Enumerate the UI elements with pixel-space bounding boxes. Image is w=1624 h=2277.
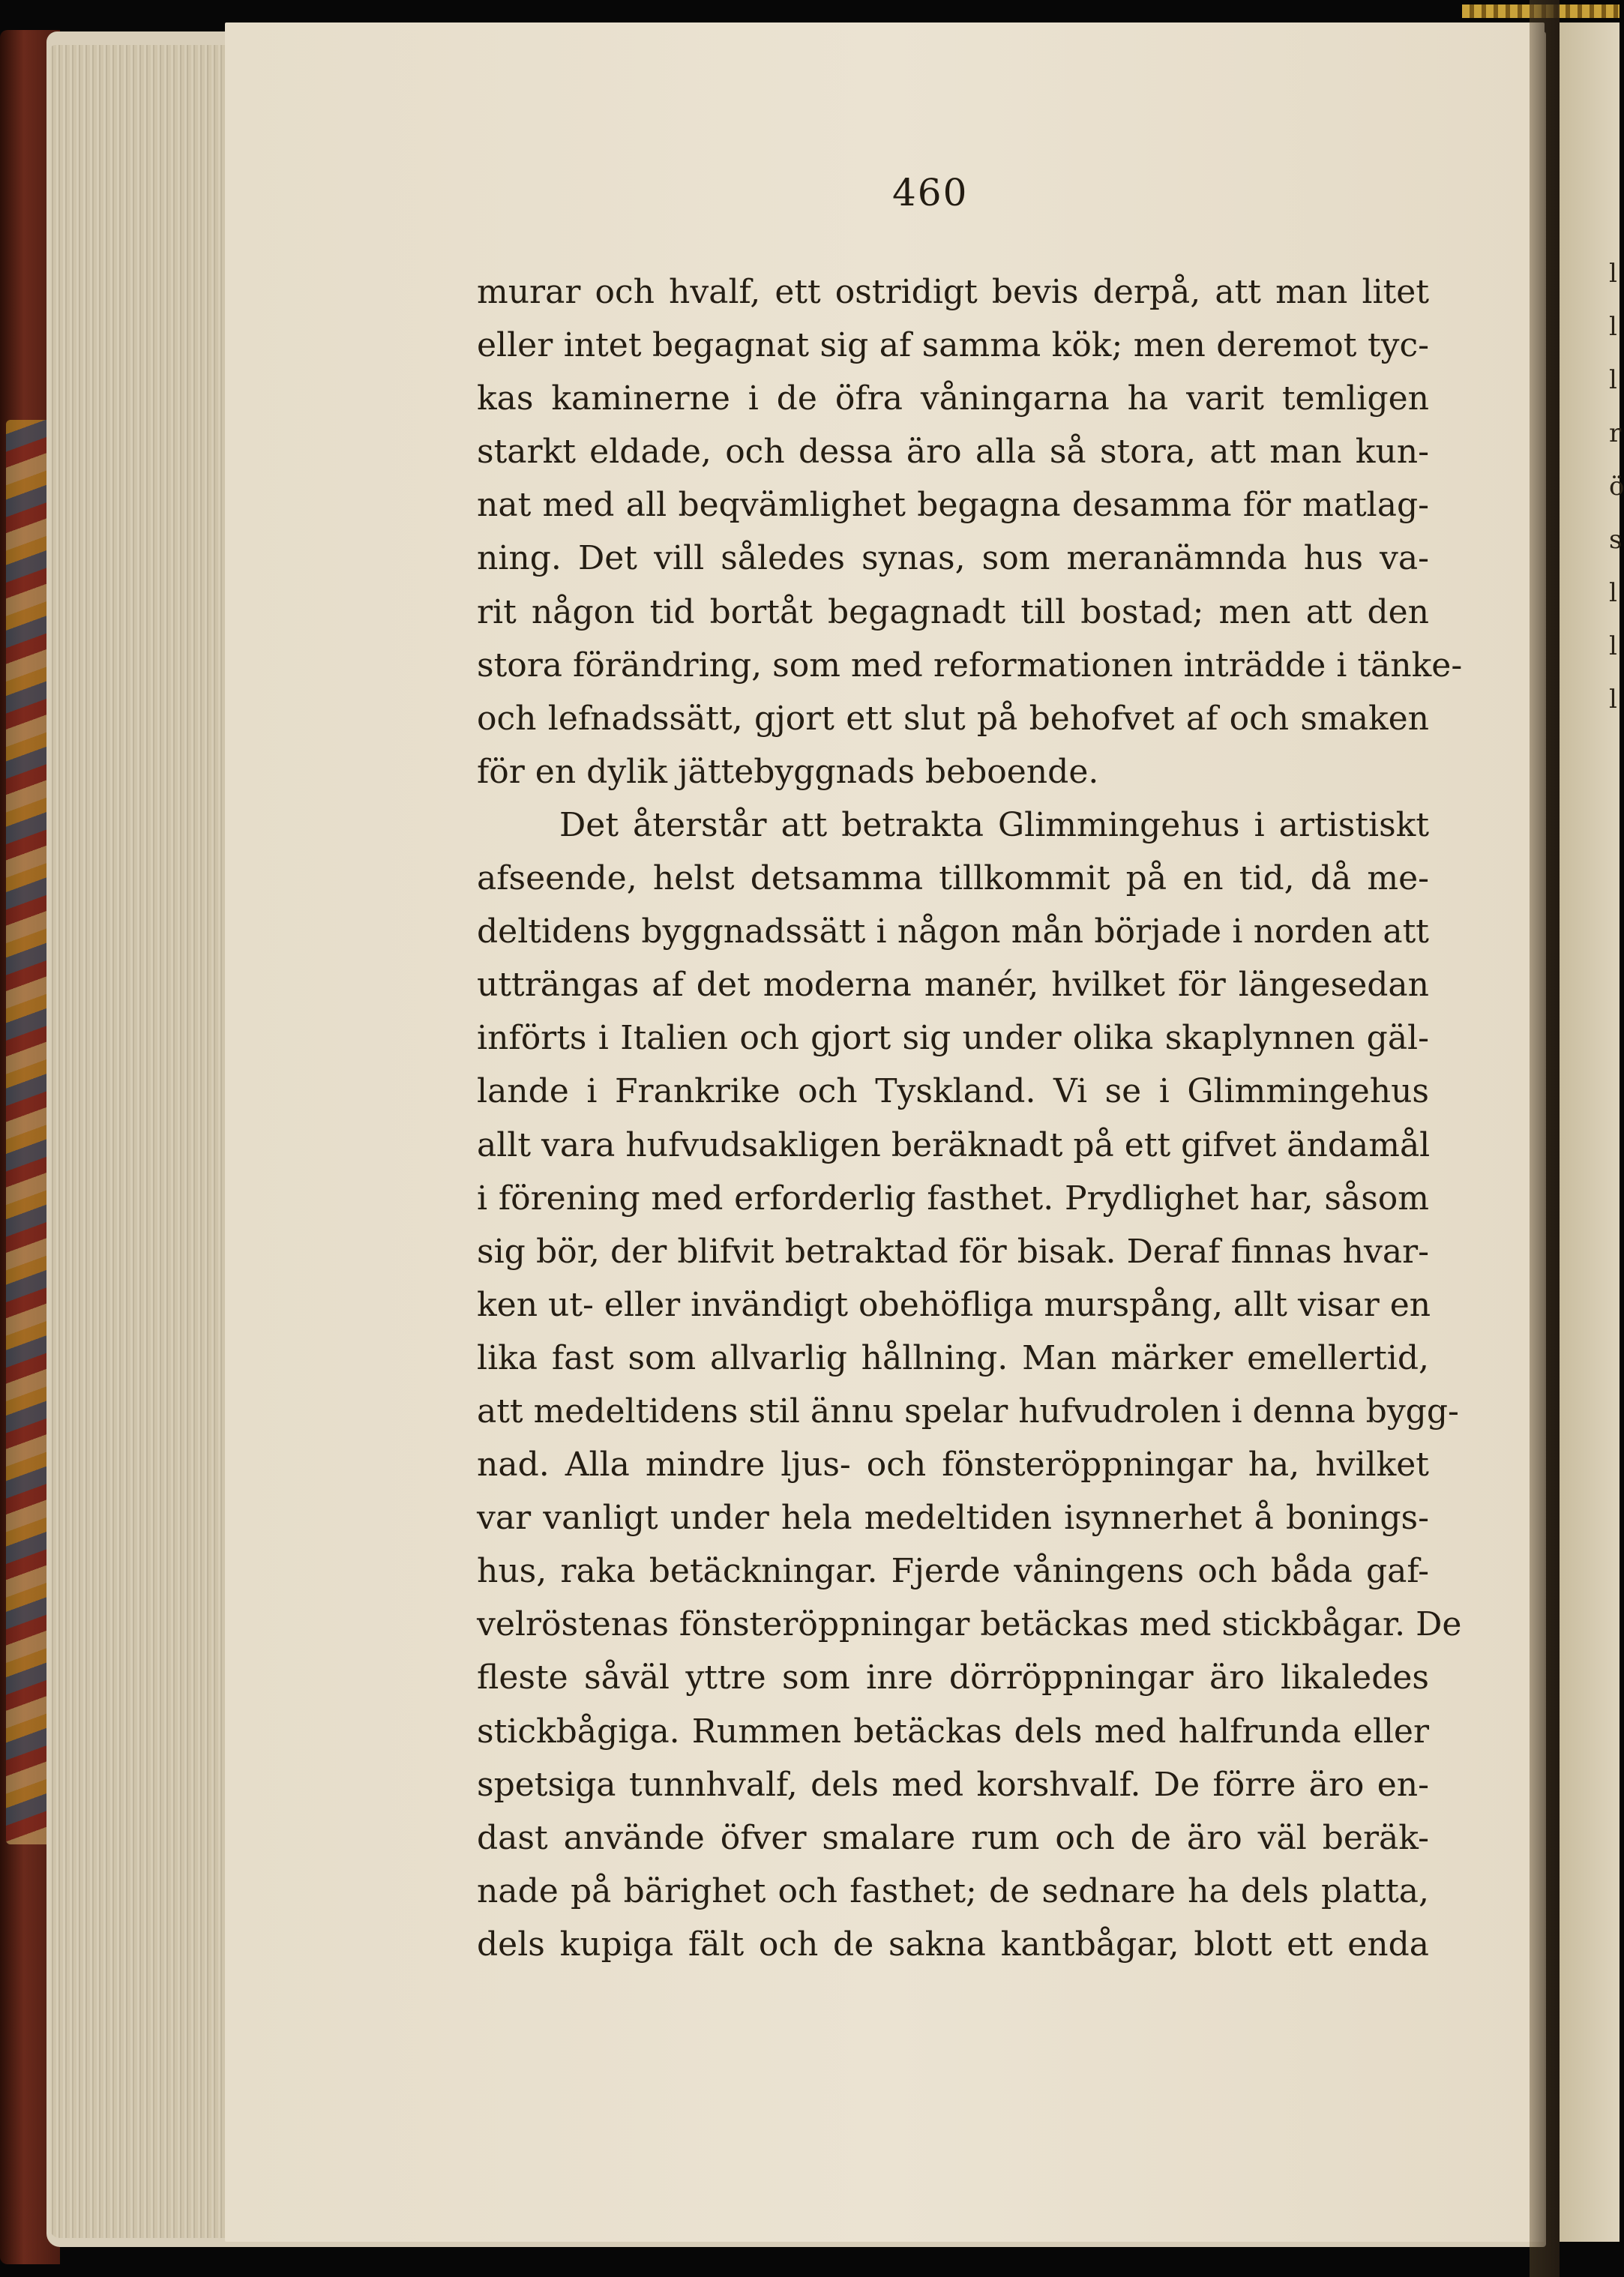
text-line: införts i Italien och gjort sig under olika skaplynnen gäl- bbox=[477, 1019, 1429, 1058]
text-line: hus, raka betäckningar. Fjerde våningens och båda gaf- bbox=[477, 1552, 1429, 1591]
page-edges bbox=[49, 45, 241, 2238]
facing-char: l bbox=[1609, 631, 1617, 661]
facing-char: l bbox=[1609, 259, 1617, 289]
facing-char: ö bbox=[1609, 472, 1624, 502]
text-line: utträngas af det moderna manér, hvilket för längesedan bbox=[477, 966, 1429, 1005]
text-line: var vanligt under hela medeltiden isynnerhet å bonings- bbox=[477, 1499, 1429, 1538]
facing-char: l bbox=[1609, 578, 1617, 608]
text-line: dast använde öfver smalare rum och de äro väl beräk- bbox=[477, 1818, 1429, 1857]
text-line: nat med all beqvämlighet begagna desamma för matlag- bbox=[477, 486, 1429, 525]
text-line: fleste såväl yttre som inre dörröppningar äro likaledes bbox=[477, 1658, 1429, 1697]
text-line: i förening med erforderlig fasthet. Prydlighet har, såsom bbox=[477, 1179, 1429, 1218]
text-line: lika fast som allvarlig hållning. Man märker emellertid, bbox=[477, 1338, 1429, 1377]
facing-char: l bbox=[1609, 685, 1617, 715]
text-line: nade på bärighet och fasthet; de sednare ha dels platta, bbox=[477, 1871, 1429, 1910]
text-line: kas kaminerne i de öfra våningarna ha varit temligen bbox=[477, 379, 1429, 418]
page-body-text bbox=[477, 265, 1463, 1971]
text-line: ning. Det vill således synas, som meranämnda hus va- bbox=[477, 539, 1429, 578]
paragraph-start-line: Det återstår att betrakta Glimmingehus i artistiskt bbox=[559, 805, 1429, 844]
text-line: lande i Frankrike och Tyskland. Vi se i Glimmingehus bbox=[477, 1072, 1429, 1111]
facing-char: r bbox=[1609, 418, 1622, 448]
text-line: stora förändring, som med reformationen inträdde i tänke- bbox=[477, 646, 1463, 685]
book-gutter bbox=[1530, 0, 1560, 2277]
text-line: och lefnadssätt, gjort ett slut på behofvet af och smaken bbox=[477, 699, 1429, 738]
text-line: afseende, helst detsamma tillkommit på en tid, då me- bbox=[477, 859, 1429, 898]
text-line: ken ut- eller invändigt obehöfliga murspång, allt visar en bbox=[477, 1285, 1431, 1324]
text-line: spetsiga tunnhvalf, dels med korshvalf. De förre äro en- bbox=[477, 1765, 1429, 1804]
text-line: nad. Alla mindre ljus- och fönsteröppningar ha, hvilket bbox=[477, 1446, 1429, 1485]
facing-char: l bbox=[1609, 365, 1617, 395]
text-line: deltidens byggnadssätt i någon mån började i norden att bbox=[477, 912, 1429, 951]
text-line: eller intet begagnat sig af samma kök; men deremot tyc- bbox=[477, 326, 1429, 365]
text-line: starkt eldade, och dessa äro alla så stora, att man kun- bbox=[477, 433, 1429, 472]
text-line: murar och hvalf, ett ostridigt bevis derpå, att man litet bbox=[477, 273, 1429, 311]
text-line: allt vara hufvudsakligen beräknadt på ett gifvet ändamål bbox=[477, 1125, 1431, 1164]
text-line: sig bör, der blifvit betraktad för bisak. Deraf finnas hvar- bbox=[477, 1232, 1429, 1271]
text-line: dels kupiga fält och de sakna kantbågar, blott ett enda bbox=[477, 1925, 1429, 1964]
paragraph-end-line: för en dylik jättebyggnads beboende. bbox=[477, 752, 1099, 791]
page-number: 460 bbox=[892, 171, 969, 214]
text-line: rit någon tid bortåt begagnadt till bostad; men att den bbox=[477, 592, 1429, 631]
facing-char: s bbox=[1609, 525, 1623, 555]
text-line: att medeltidens stil ännu spelar hufvudrolen i denna bygg- bbox=[477, 1392, 1459, 1431]
text-line: velröstenas fönsteröppningar betäckas med stickbågar. De bbox=[477, 1605, 1462, 1644]
text-line: stickbågiga. Rummen betäckas dels med halfrunda eller bbox=[477, 1712, 1429, 1751]
facing-page-text-fragments bbox=[1609, 247, 1624, 727]
facing-char: l bbox=[1609, 312, 1617, 342]
